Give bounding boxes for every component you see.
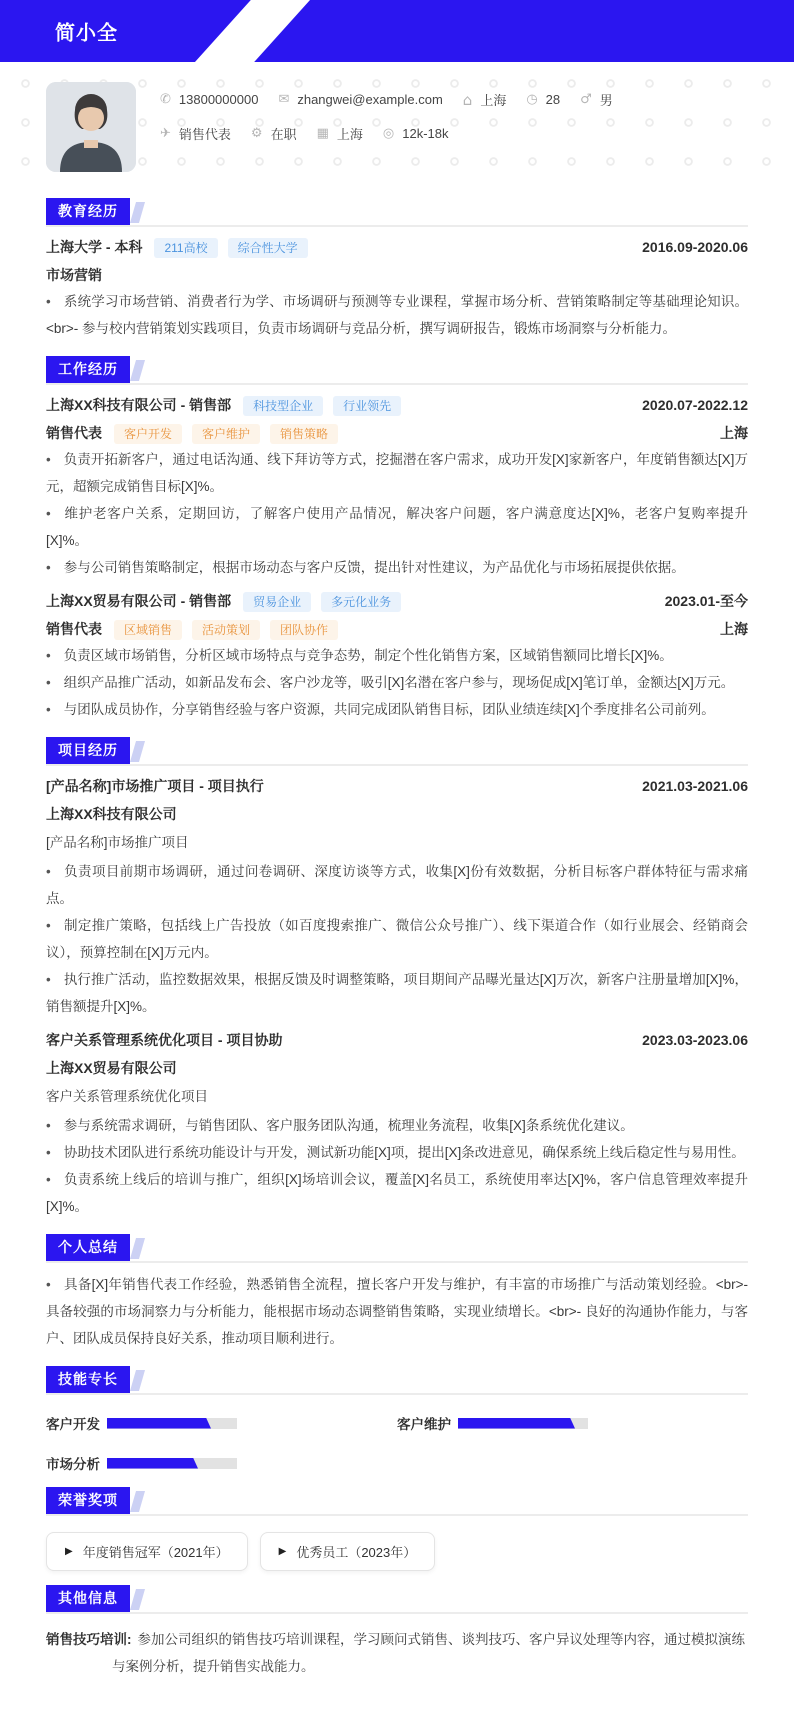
school-tag: 211高校 xyxy=(154,238,217,258)
play-icon xyxy=(279,1546,287,1557)
section-title-badge: 技能专长 xyxy=(46,1366,130,1393)
contact-job-title xyxy=(160,124,231,143)
school-name: 上海大学 - 本科 xyxy=(46,239,143,255)
project-item-header xyxy=(46,776,748,797)
phone-icon xyxy=(160,92,171,107)
bullet-item: • 与团队成员协作，分享销售经验与客户资源，共同完成团队销售目标，团队业绩连续[X]个季度排名公司前列。 xyxy=(46,696,748,723)
profile-section xyxy=(0,62,794,184)
project-name: [产品名称]市场推广项目 - 项目执行 xyxy=(46,778,264,794)
section-title-badge: 教育经历 xyxy=(46,198,130,225)
contact-row-2 xyxy=(160,124,633,143)
project-item xyxy=(46,776,748,1020)
company-tag: 多元化业务 xyxy=(321,592,401,612)
work-location: 上海 xyxy=(720,425,748,441)
contact-email xyxy=(278,92,442,107)
city-icon xyxy=(317,126,329,141)
bullet-item: • 制定推广策略，包括线上广告投放（如百度搜索推广、微信公众号推广）、线下渠道合作（如行业展会、经销商会议），预算控制在[X]万元内。 xyxy=(46,912,748,966)
section-title-badge: 工作经历 xyxy=(46,356,130,383)
contact-status xyxy=(251,124,297,143)
education-item-header xyxy=(46,237,748,258)
section-title-badge: 项目经历 xyxy=(46,737,130,764)
bullet-item: • 负责项目前期市场调研，通过问卷调研、深度访谈等方式，收集[X]份有效数据，分析目标客户群体特征与需求痛点。 xyxy=(46,858,748,912)
education-bullets xyxy=(46,288,748,342)
role-tag: 团队协作 xyxy=(270,620,338,640)
status-value: 在职 xyxy=(270,127,297,142)
work-role-row xyxy=(46,619,748,640)
contact-age xyxy=(526,92,560,107)
role-name: 销售代表 xyxy=(46,621,102,637)
work-item-header xyxy=(46,395,748,416)
company-tag: 贸易企业 xyxy=(243,592,311,612)
age-icon xyxy=(526,92,537,107)
bullet-item: • 参与公司销售策略制定，根据市场动态与客户反馈，提出针对性建议，为产品优化与市场拓展提供依据。 xyxy=(46,554,748,581)
skill-progress-fill xyxy=(107,1458,198,1469)
app-header xyxy=(0,0,794,62)
project-date: 2023.03-2023.06 xyxy=(642,1032,748,1048)
project-desc: 客户关系管理系统优化项目 xyxy=(46,1089,208,1104)
honor-label: 年度销售冠军（2021年） xyxy=(82,1545,229,1560)
section-header xyxy=(46,356,748,385)
bullet-item: • 具备[X]年销售代表工作经验，熟悉销售全流程，擅长客户开发与维护，有丰富的市场推广与活动策划经验。<br>- 具备较强的市场洞察力与分析能力，能根据市场动态调整销售策略，实现业绩增长。<br>- 良好的沟通协作能力，与客户、团队成员保持良好关系，推动项目顺利进行。 xyxy=(46,1271,748,1352)
contact-salary xyxy=(383,126,449,141)
other-info-text: 参加公司组织的销售技巧培训课程，学习顾问式销售、谈判技巧、客户异议处理等内容，通过模拟演练与案例分析，提升销售实战能力。 xyxy=(112,1632,745,1674)
work-bullets xyxy=(46,642,748,723)
skills-grid xyxy=(46,1413,748,1473)
skill-name: 客户开发 xyxy=(46,1417,100,1432)
job-title-icon xyxy=(160,126,171,141)
resume-body xyxy=(0,198,794,1720)
work-bullets xyxy=(46,446,748,581)
section-header xyxy=(46,1585,748,1614)
bullet-item: • 协助技术团队进行系统功能设计与开发，测试新功能[X]项，提出[X]条改进意见，确保系统上线后稳定性与易用性。 xyxy=(46,1139,748,1166)
section-title-badge: 荣誉奖项 xyxy=(46,1487,130,1514)
skill-progress-fill xyxy=(107,1418,211,1429)
phone-value: 13800000000 xyxy=(178,92,259,107)
section-header xyxy=(46,198,748,227)
section-header xyxy=(46,737,748,766)
role-tag: 客户开发 xyxy=(114,424,182,444)
work-item-header xyxy=(46,591,748,612)
work-date: 2023.01-至今 xyxy=(664,593,748,609)
summary-bullets xyxy=(46,1271,748,1352)
play-icon xyxy=(65,1546,73,1557)
role-tags xyxy=(114,620,338,640)
project-date: 2021.03-2021.06 xyxy=(642,778,748,794)
project-company: 上海XX贸易有限公司 xyxy=(46,1060,177,1076)
email-icon xyxy=(278,92,289,107)
honors-list xyxy=(46,1532,748,1571)
city-value: 上海 xyxy=(336,127,363,142)
contact-phone xyxy=(160,92,258,107)
education-date: 2016.09-2020.06 xyxy=(642,239,748,255)
company-name: 上海XX贸易有限公司 - 销售部 xyxy=(46,593,232,609)
role-tag: 活动策划 xyxy=(192,620,260,640)
bullet-item: • 负责区域市场销售，分析区域市场特点与竞争态势，制定个性化销售方案，区域销售额同比增长[X]%。 xyxy=(46,642,748,669)
project-name: 客户关系管理系统优化项目 - 项目协助 xyxy=(46,1032,283,1048)
contact-city xyxy=(317,124,363,143)
skill-name: 市场分析 xyxy=(46,1457,100,1472)
role-tags xyxy=(114,424,338,444)
age-value: 28 xyxy=(545,92,561,107)
other-info-paragraph xyxy=(46,1626,748,1680)
bullet-item: • 负责开拓新客户，通过电话沟通、线下拜访等方式，挖掘潜在客户需求，成功开发[X]家新客户，年度销售额达[X]万元，超额完成销售目标[X]%。 xyxy=(46,446,748,500)
major: 市场营销 xyxy=(46,267,102,283)
section-header xyxy=(46,1487,748,1516)
section-education xyxy=(46,198,748,342)
work-item xyxy=(46,395,748,581)
home-value: 上海 xyxy=(480,93,507,108)
skill-row xyxy=(46,1453,397,1473)
section-other xyxy=(46,1585,748,1680)
section-work xyxy=(46,356,748,723)
gender-value: 男 xyxy=(599,93,613,108)
bullet-item: • 执行推广活动，监控数据效果，根据反馈及时调整策略，项目期间产品曝光量达[X]万次，新客户注册量增加[X]%，销售额提升[X]%。 xyxy=(46,966,748,1020)
section-skills xyxy=(46,1366,748,1473)
project-bullets xyxy=(46,858,748,1020)
role-name: 销售代表 xyxy=(46,425,102,441)
school-tag: 综合性大学 xyxy=(228,238,308,258)
bullet-item: • 组织产品推广活动，如新品发布会、客户沙龙等，吸引[X]名潜在客户参与，现场促成[X]笔订单，金额达[X]万元。 xyxy=(46,669,748,696)
role-tag: 区域销售 xyxy=(114,620,182,640)
work-date: 2020.07-2022.12 xyxy=(642,397,748,413)
company-tag: 行业领先 xyxy=(333,396,401,416)
section-summary xyxy=(46,1234,748,1352)
section-honors xyxy=(46,1487,748,1571)
company-name: 上海XX科技有限公司 - 销售部 xyxy=(46,397,232,413)
skill-progress-track xyxy=(107,1418,237,1429)
honor-item[interactable] xyxy=(260,1532,436,1571)
salary-value: 12k-18k xyxy=(402,126,449,141)
project-desc: [产品名称]市场推广项目 xyxy=(46,835,189,850)
role-tag: 销售策略 xyxy=(270,424,338,444)
skill-progress-track xyxy=(107,1458,237,1469)
project-item xyxy=(46,1030,748,1220)
contact-info xyxy=(160,82,633,143)
profile-photo xyxy=(46,82,136,172)
section-header xyxy=(46,1366,748,1395)
work-item xyxy=(46,591,748,723)
bullet-item: • 系统学习市场营销、消费者行为学、市场调研与预测等专业课程，掌握市场分析、营销策略制定等基础理论知识。<br>- 参与校内营销策划实践项目，负责市场调研与竞品分析，撰写调研报告，锻炼市场洞察与分析能力。 xyxy=(46,288,748,342)
salary-icon xyxy=(383,126,394,141)
skill-progress-track xyxy=(458,1418,588,1429)
bullet-item: • 负责系统上线后的培训与推广，组织[X]场培训会议，覆盖[X]名员工，系统使用率达[X]%，客户信息管理效率提升[X]%。 xyxy=(46,1166,748,1220)
skill-progress-fill xyxy=(458,1418,575,1429)
company-tag: 科技型企业 xyxy=(243,396,323,416)
skill-row xyxy=(397,1413,748,1433)
home-icon xyxy=(463,91,473,109)
email-value: zhangwei@example.com xyxy=(297,92,443,107)
work-role-row xyxy=(46,423,748,444)
section-projects xyxy=(46,737,748,1220)
section-title-badge: 个人总结 xyxy=(46,1234,130,1261)
project-company: 上海XX科技有限公司 xyxy=(46,806,177,822)
section-header xyxy=(46,1234,748,1263)
education-item xyxy=(46,237,748,342)
header-diagonal-stripe xyxy=(178,0,318,62)
contact-row-1 xyxy=(160,90,633,109)
bullet-item: • 维护老客户关系，定期回访，了解客户使用产品情况，解决客户问题，客户满意度达[X]%，老客户复购率提升[X]%。 xyxy=(46,500,748,554)
contact-home xyxy=(463,90,507,109)
honor-label: 优秀员工（2023年） xyxy=(296,1545,417,1560)
other-info-label: 销售技巧培训: xyxy=(46,1632,132,1647)
job-title-value: 销售代表 xyxy=(178,127,231,142)
profile-photo-image xyxy=(46,82,136,172)
project-bullets xyxy=(46,1112,748,1220)
bullet-item: • 参与系统需求调研，与销售团队、客户服务团队沟通，梳理业务流程，收集[X]条系统优化建议。 xyxy=(46,1112,748,1139)
work-location: 上海 xyxy=(720,621,748,637)
status-icon xyxy=(251,126,263,141)
company-tags xyxy=(243,396,401,416)
gender-icon xyxy=(580,92,592,107)
project-item-header xyxy=(46,1030,748,1051)
skill-name: 客户维护 xyxy=(397,1417,451,1432)
school-tags xyxy=(154,238,307,258)
brand-logo: 简小全 xyxy=(55,22,118,45)
section-title-badge: 其他信息 xyxy=(46,1585,130,1612)
company-tags xyxy=(243,592,401,612)
contact-gender xyxy=(580,90,613,109)
honor-item[interactable] xyxy=(46,1532,248,1571)
skill-row xyxy=(46,1413,397,1433)
role-tag: 客户维护 xyxy=(192,424,260,444)
